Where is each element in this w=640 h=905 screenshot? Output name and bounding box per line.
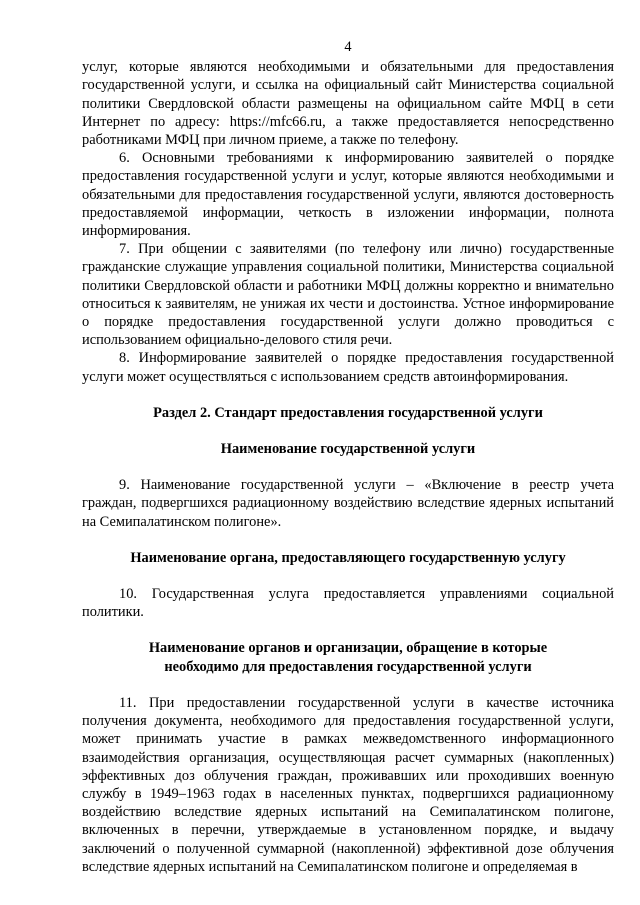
paragraph-6: 6. Основными требованиями к информированию заявителей о порядке предоставления государственной услуги и услуг, которые являются необходимыми и обязательными для предоставления государственной услуги, являются достоверность предоставляемой информации, четкость в изложении информации, полнота информирования.: [82, 150, 614, 240]
paragraph-9: 9. Наименование государственной услуги – «Включение в реестр учета граждан, подвергшихся радиационному воздействию вследствие ядерных испытаний на Семипалатинском полигоне».: [82, 477, 614, 530]
organ-name-heading: Наименование органа, предоставляющего государственную услугу: [130, 549, 566, 566]
paragraph-7: 7. При общении с заявителями (по телефону или лично) государственные гражданские служащие управления социальной политики, Министерства социальной политики Свердловской области и работники МФЦ должны корректно и внимательно относиться к заявителям, не унижая их чести и достоинства. Устное информирование о порядке предоставления государственной услуги должно проводиться с использованием официально-делового стиля речи.: [82, 241, 614, 349]
organizations-heading: [82, 639, 614, 675]
paragraph-11: 11. При предоставлении государственной услуги в качестве источника получения документа, необходимого для предоставления государственной услуги, может принимать участие в рамках межведомственного информационного взаимодействия организация, осуществляющая расчет суммарных (накопленных) эффективных доз облучения граждан, проживавших или проходивших военную службу в 1949–1963 годах в населенных пунктах, подвергшихся радиационному воздействию вследствие ядерных испытаний на Семипалатинском полигоне, включенных в перечни, утверждаемые в установленном порядке, и выдачу заключений о полученной суммарной (накопленной) эффективной дозе облучения вследствие ядерных испытаний на Семипалатинском полигоне и определяемая в: [82, 694, 614, 875]
organizations-heading-line-1: Наименование органов и организации, обращение в которые: [148, 640, 548, 657]
paragraph-10: 10. Государственная услуга предоставляется управлениями социальной политики.: [82, 586, 614, 621]
paragraph-8: 8. Информирование заявителей о порядке предоставления государственной услуги может осуществляться с использованием средств автоинформирования.: [82, 350, 614, 385]
paragraph-continuation: услуг, которые являются необходимыми и обязательными для предоставления государственной услуги, и ссылка на официальный сайт Министерства социальной политики Свердловской области размещены на официальном сайте МФЦ в сети Интернет по адресу: https://mfc66.ru, а также предоставляется непосредственно работниками МФЦ при личном приеме, а также по телефону.: [82, 59, 614, 149]
service-name-heading: Наименование государственной услуги: [220, 441, 476, 458]
section-2-heading: Раздел 2. Стандарт предоставления государственной услуги: [153, 404, 543, 421]
page-number: 4: [344, 39, 352, 55]
organizations-heading-line-2: необходимо для предоставления государственной услуги: [164, 658, 532, 675]
document-page: [82, 38, 614, 876]
